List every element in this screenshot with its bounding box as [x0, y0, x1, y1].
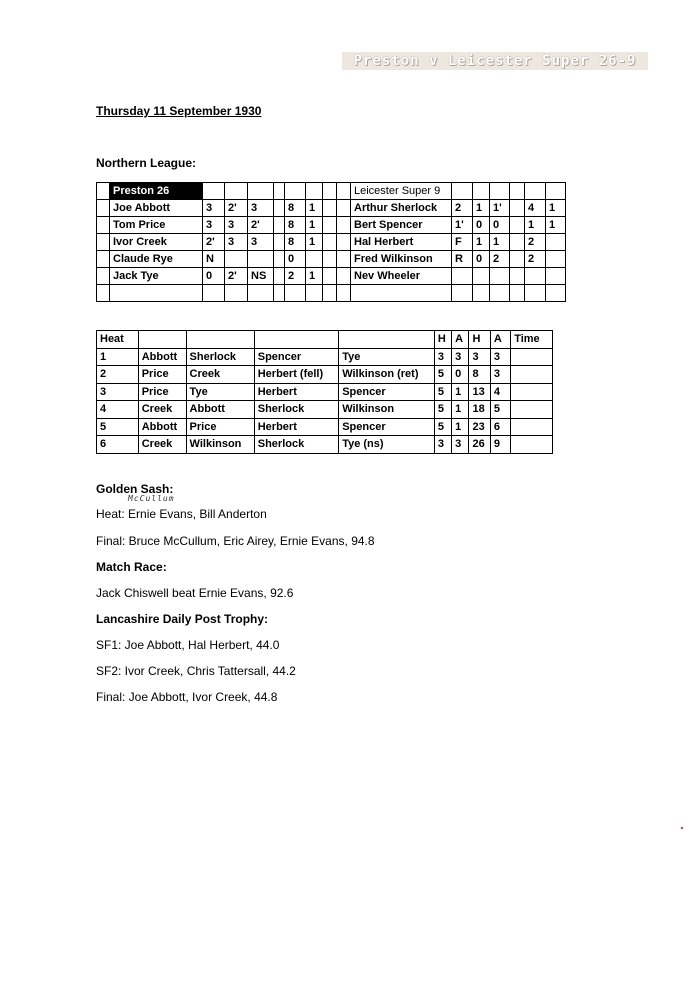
away-rider-name: Arthur Sherlock [351, 200, 452, 217]
home-rider-score: 3 [248, 234, 274, 251]
away-rider-score: 2 [490, 251, 510, 268]
golden-sash-heat: Heat: Ernie Evans, Bill Anderton [96, 507, 267, 521]
golden-sash-heading: Golden Sash: [96, 482, 174, 496]
heat-cell: 6 [490, 418, 510, 436]
heat-cell: 1 [97, 348, 139, 366]
away-rider-score [490, 285, 510, 302]
score-cell [225, 183, 248, 200]
divider-cell [323, 217, 337, 234]
heat-cell: 5 [434, 418, 451, 436]
match-race-heading: Match Race: [96, 560, 167, 574]
away-rider-score [546, 285, 566, 302]
rider-row [97, 200, 566, 217]
home-rider-score [274, 285, 285, 302]
divider-cell [337, 200, 351, 217]
heat-cell: 3 [434, 348, 451, 366]
score-cell [510, 183, 525, 200]
heat-cell: 5 [434, 366, 451, 384]
away-rider-score: 1 [473, 200, 490, 217]
heat-cell: Sherlock [254, 436, 338, 454]
score-cell [285, 183, 306, 200]
home-rider-score [306, 285, 323, 302]
heat-cell: Tye [186, 383, 254, 401]
heats-column-header: A [452, 331, 469, 349]
spacer-cell [97, 268, 110, 285]
home-rider-score: 1 [306, 234, 323, 251]
heat-row [97, 401, 553, 419]
home-rider-score [225, 251, 248, 268]
heat-cell [511, 366, 553, 384]
heat-cell: Price [138, 383, 186, 401]
home-rider-score: 8 [285, 234, 306, 251]
away-rider-name [351, 285, 452, 302]
score-cell [306, 183, 323, 200]
away-rider-score: 2 [525, 234, 546, 251]
home-rider-score [274, 217, 285, 234]
heat-cell: Spencer [339, 418, 435, 436]
home-rider-name: Claude Rye [110, 251, 203, 268]
heat-cell: 23 [469, 418, 490, 436]
home-rider-name: Joe Abbott [110, 200, 203, 217]
away-rider-score: 1 [546, 200, 566, 217]
divider-cell [337, 285, 351, 302]
home-rider-score [274, 234, 285, 251]
heat-cell [511, 436, 553, 454]
away-rider-score [473, 268, 490, 285]
heat-cell: Abbott [138, 348, 186, 366]
red-mark [681, 827, 683, 829]
heat-cell [511, 401, 553, 419]
heat-cell: 6 [97, 436, 139, 454]
away-team-name: Leicester Super 9 [351, 183, 452, 200]
heat-cell: Creek [186, 366, 254, 384]
heat-cell: 1 [452, 383, 469, 401]
heat-cell: 5 [434, 383, 451, 401]
heats-header-row [97, 331, 553, 349]
heat-cell: 0 [452, 366, 469, 384]
away-rider-score [510, 217, 525, 234]
away-rider-score [546, 234, 566, 251]
heat-cell [511, 383, 553, 401]
away-rider-score: 1' [490, 200, 510, 217]
heats-column-header: Time [511, 331, 553, 349]
heat-cell: 4 [97, 401, 139, 419]
away-rider-score [452, 285, 473, 302]
away-rider-score: R [452, 251, 473, 268]
heat-cell: 3 [490, 366, 510, 384]
divider-cell [337, 268, 351, 285]
heat-cell: Abbott [186, 401, 254, 419]
heat-cell: 13 [469, 383, 490, 401]
home-rider-score: 8 [285, 200, 306, 217]
score-cell [274, 183, 285, 200]
heat-cell: Tye [339, 348, 435, 366]
heats-column-header: Heat [97, 331, 139, 349]
heat-cell: Abbott [138, 418, 186, 436]
away-rider-score [473, 285, 490, 302]
heats-column-header [254, 331, 338, 349]
trophy-semi-final-1: SF1: Joe Abbott, Hal Herbert, 44.0 [96, 638, 280, 652]
away-rider-score: 2 [452, 200, 473, 217]
heat-cell: Herbert [254, 383, 338, 401]
home-rider-score: N [203, 251, 225, 268]
away-rider-score [525, 268, 546, 285]
heat-cell: 3 [490, 348, 510, 366]
away-rider-name: Hal Herbert [351, 234, 452, 251]
home-rider-score: 3 [248, 200, 274, 217]
away-rider-score [490, 268, 510, 285]
handwritten-annotation: McCullum [128, 494, 175, 503]
home-rider-score [306, 251, 323, 268]
away-rider-score: 0 [473, 251, 490, 268]
score-cell [452, 183, 473, 200]
away-rider-score [510, 268, 525, 285]
home-rider-score [225, 285, 248, 302]
rider-row [97, 285, 566, 302]
heat-cell: Price [138, 366, 186, 384]
divider-cell [323, 234, 337, 251]
spacer-cell [97, 234, 110, 251]
heat-cell: 3 [434, 436, 451, 454]
golden-sash-final: Final: Bruce McCullum, Eric Airey, Ernie Evans, 94.8 [96, 534, 375, 548]
spacer-cell [97, 217, 110, 234]
score-cell [473, 183, 490, 200]
away-rider-score: 1' [452, 217, 473, 234]
heat-row [97, 366, 553, 384]
home-rider-score: 0 [203, 268, 225, 285]
away-rider-name: Bert Spencer [351, 217, 452, 234]
home-rider-score [274, 268, 285, 285]
home-rider-score: 1 [306, 217, 323, 234]
away-rider-name: Nev Wheeler [351, 268, 452, 285]
away-rider-score [510, 251, 525, 268]
home-rider-score [203, 285, 225, 302]
heats-column-header: H [469, 331, 490, 349]
heat-cell: 2 [97, 366, 139, 384]
trophy-final: Final: Joe Abbott, Ivor Creek, 44.8 [96, 690, 278, 704]
home-rider-name: Ivor Creek [110, 234, 203, 251]
heat-cell: Herbert [254, 418, 338, 436]
heat-cell: 3 [469, 348, 490, 366]
team-header-row [97, 183, 566, 200]
home-rider-score: 1 [306, 268, 323, 285]
match-race-result: Jack Chiswell beat Ernie Evans, 92.6 [96, 586, 294, 600]
home-team-name: Preston 26 [110, 183, 203, 200]
divider-cell [337, 251, 351, 268]
away-rider-score: F [452, 234, 473, 251]
score-cell [546, 183, 566, 200]
home-rider-score: 8 [285, 217, 306, 234]
heat-cell: 3 [452, 348, 469, 366]
home-rider-score [274, 251, 285, 268]
heat-cell: Spencer [254, 348, 338, 366]
score-cell [248, 183, 274, 200]
heat-cell: 4 [490, 383, 510, 401]
heat-cell: 9 [490, 436, 510, 454]
heat-cell [511, 418, 553, 436]
spacer-cell [97, 251, 110, 268]
home-rider-name: Jack Tye [110, 268, 203, 285]
rider-row [97, 251, 566, 268]
home-rider-score: 2' [225, 268, 248, 285]
trophy-semi-final-2: SF2: Ivor Creek, Chris Tattersall, 44.2 [96, 664, 296, 678]
heat-cell: Wilkinson [339, 401, 435, 419]
home-rider-name: Tom Price [110, 217, 203, 234]
away-rider-score: 1 [473, 234, 490, 251]
heat-cell: Creek [138, 401, 186, 419]
home-rider-score: 0 [285, 251, 306, 268]
home-rider-name [110, 285, 203, 302]
heats-column-header [186, 331, 254, 349]
home-rider-score: 2' [203, 234, 225, 251]
heat-cell: 8 [469, 366, 490, 384]
heats-column-header: H [434, 331, 451, 349]
heat-cell: Wilkinson (ret) [339, 366, 435, 384]
away-rider-score [510, 200, 525, 217]
divider-cell [323, 251, 337, 268]
divider-cell [323, 200, 337, 217]
home-rider-score [248, 251, 274, 268]
heat-row [97, 436, 553, 454]
heats-column-header [339, 331, 435, 349]
rider-row [97, 234, 566, 251]
spacer-cell [97, 285, 110, 302]
title-banner: Preston v Leicester Super 26-9 [342, 52, 648, 70]
away-rider-score [452, 268, 473, 285]
heat-cell: 26 [469, 436, 490, 454]
league-heading: Northern League: [96, 156, 197, 170]
spacer-cell [97, 200, 110, 217]
score-cell [525, 183, 546, 200]
heat-cell: 5 [490, 401, 510, 419]
divider-cell [337, 234, 351, 251]
heat-cell: Herbert (fell) [254, 366, 338, 384]
heat-cell: Creek [138, 436, 186, 454]
away-rider-score: 1 [546, 217, 566, 234]
team-scorecard-table [96, 182, 566, 302]
home-rider-score: 1 [306, 200, 323, 217]
heat-cell: 1 [452, 401, 469, 419]
heat-row [97, 383, 553, 401]
home-rider-score: 2' [225, 200, 248, 217]
score-cell [203, 183, 225, 200]
rider-row [97, 268, 566, 285]
divider-cell [337, 183, 351, 200]
home-rider-score: 3 [225, 217, 248, 234]
divider-cell [323, 268, 337, 285]
home-rider-score: 3 [203, 217, 225, 234]
home-rider-score [274, 200, 285, 217]
away-rider-score: 2 [525, 251, 546, 268]
heat-cell: Spencer [339, 383, 435, 401]
away-rider-score [510, 234, 525, 251]
heats-column-header [138, 331, 186, 349]
home-rider-score: 3 [203, 200, 225, 217]
away-rider-score [546, 251, 566, 268]
heat-cell: 18 [469, 401, 490, 419]
home-rider-score: 3 [225, 234, 248, 251]
heat-row [97, 418, 553, 436]
away-rider-score: 0 [490, 217, 510, 234]
home-rider-score [248, 285, 274, 302]
home-rider-score [285, 285, 306, 302]
heat-results-table [96, 330, 553, 454]
away-rider-score [525, 285, 546, 302]
divider-cell [323, 183, 337, 200]
heat-cell: Sherlock [186, 348, 254, 366]
away-rider-score [546, 268, 566, 285]
heat-cell: 3 [97, 383, 139, 401]
heat-cell: Price [186, 418, 254, 436]
spacer-cell [97, 183, 110, 200]
heat-cell: Tye (ns) [339, 436, 435, 454]
heat-cell: 5 [97, 418, 139, 436]
away-rider-score: 1 [490, 234, 510, 251]
meeting-date: Thursday 11 September 1930 [96, 104, 262, 118]
home-rider-score: 2' [248, 217, 274, 234]
trophy-heading: Lancashire Daily Post Trophy: [96, 612, 269, 626]
rider-row [97, 217, 566, 234]
away-rider-score: 1 [525, 217, 546, 234]
heats-column-header: A [490, 331, 510, 349]
away-rider-score: 0 [473, 217, 490, 234]
heat-cell: 1 [452, 418, 469, 436]
heat-cell: Wilkinson [186, 436, 254, 454]
home-rider-score: 2 [285, 268, 306, 285]
heat-cell: 5 [434, 401, 451, 419]
heat-row [97, 348, 553, 366]
away-rider-score [510, 285, 525, 302]
away-rider-score: 4 [525, 200, 546, 217]
divider-cell [323, 285, 337, 302]
heat-cell: Sherlock [254, 401, 338, 419]
divider-cell [337, 217, 351, 234]
home-rider-score: NS [248, 268, 274, 285]
heat-cell [511, 348, 553, 366]
heat-cell: 3 [452, 436, 469, 454]
away-rider-name: Fred Wilkinson [351, 251, 452, 268]
score-cell [490, 183, 510, 200]
